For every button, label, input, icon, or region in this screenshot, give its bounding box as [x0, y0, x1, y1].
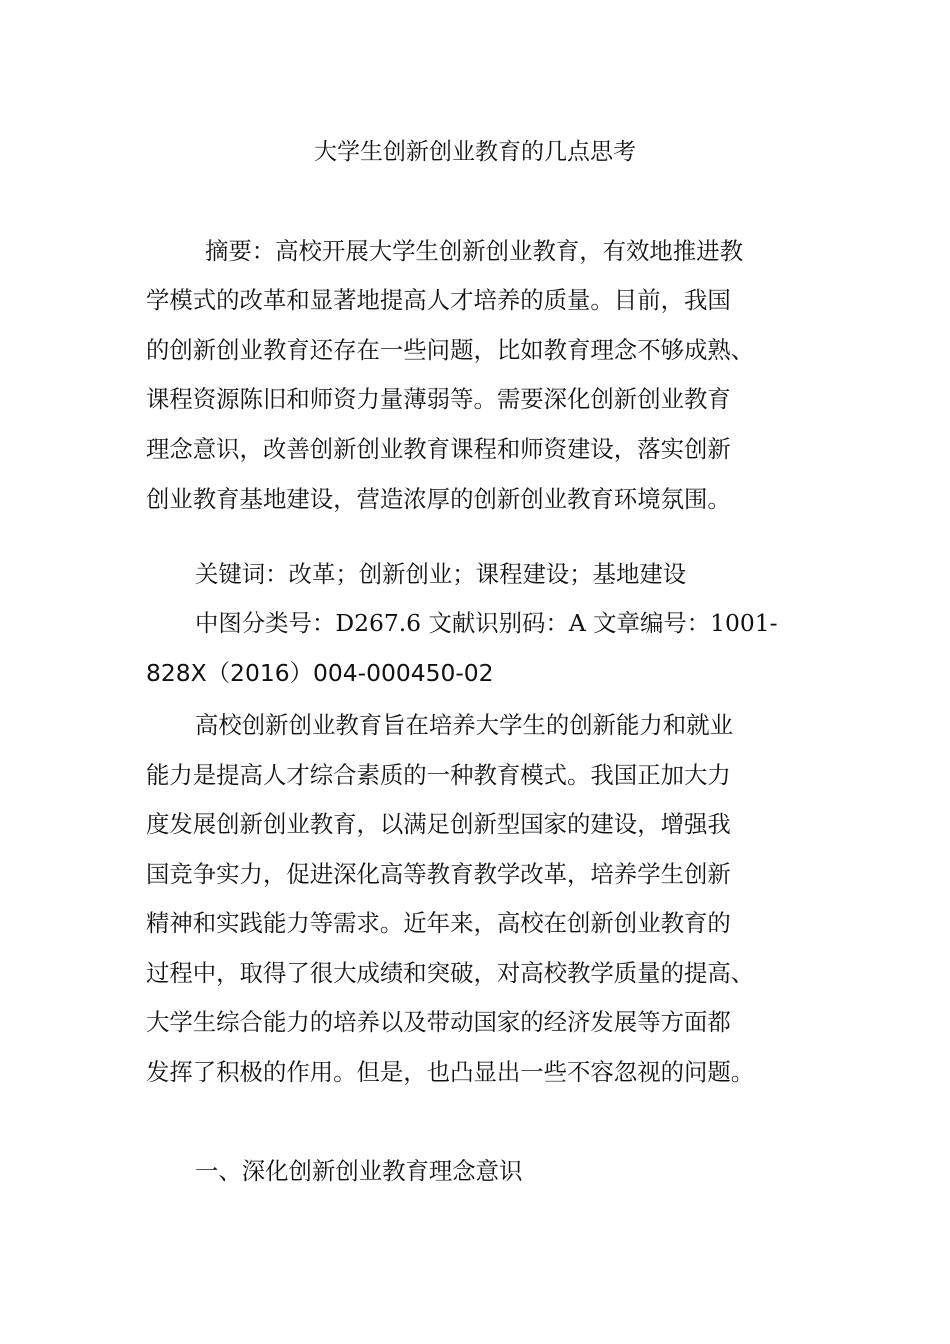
body-line: 能力是提高人才综合素质的一种教育模式。我国正加大力: [146, 761, 731, 789]
body-line: 高校创新创业教育旨在培养大学生的创新能力和就业: [195, 711, 733, 739]
abstract-line: 理念意识，改善创新创业教育课程和师资建设，落实创新: [146, 435, 731, 463]
body-line: 度发展创新创业教育，以满足创新型国家的建设，增强我: [146, 810, 731, 838]
body-line: 大学生综合能力的培养以及带动国家的经济发展等方面都: [146, 1008, 731, 1036]
body-line: 精神和实践能力等需求。近年来，高校在创新创业教育的: [146, 909, 731, 937]
abstract-line: 的创新创业教育还存在一些问题，比如教育理念不够成熟、: [146, 336, 755, 364]
abstract-line: 摘要：高校开展大学生创新创业教育，有效地推进教: [205, 237, 743, 265]
abstract-line: 课程资源陈旧和师资力量薄弱等。需要深化创新创业教育: [146, 385, 731, 413]
section-heading: 一、深化创新创业教育理念意识: [195, 1157, 523, 1185]
document-title: 大学生创新创业教育的几点思考: [314, 139, 636, 165]
abstract-line: 创业教育基地建设，营造浓厚的创新创业教育环境氛围。: [146, 485, 731, 513]
body-line: 过程中，取得了很大成绩和突破，对高校教学质量的提高、: [146, 959, 755, 987]
classification-line: 中图分类号：D267.6 文献识别码：A 文章编号：1001-: [195, 609, 778, 637]
body-line: 发挥了积极的作用。但是，也凸显出一些不容忽视的问题。: [146, 1058, 755, 1086]
classification-line-continued: 828X（2016）004-000450-02: [146, 659, 494, 687]
abstract-line: 学模式的改革和显著地提高人才培养的质量。目前，我国: [146, 286, 731, 314]
keywords-line: 关键词：改革；创新创业；课程建设；基地建设: [195, 560, 687, 588]
body-line: 国竞争实力，促进深化高等教育教学改革，培养学生创新: [146, 860, 731, 888]
